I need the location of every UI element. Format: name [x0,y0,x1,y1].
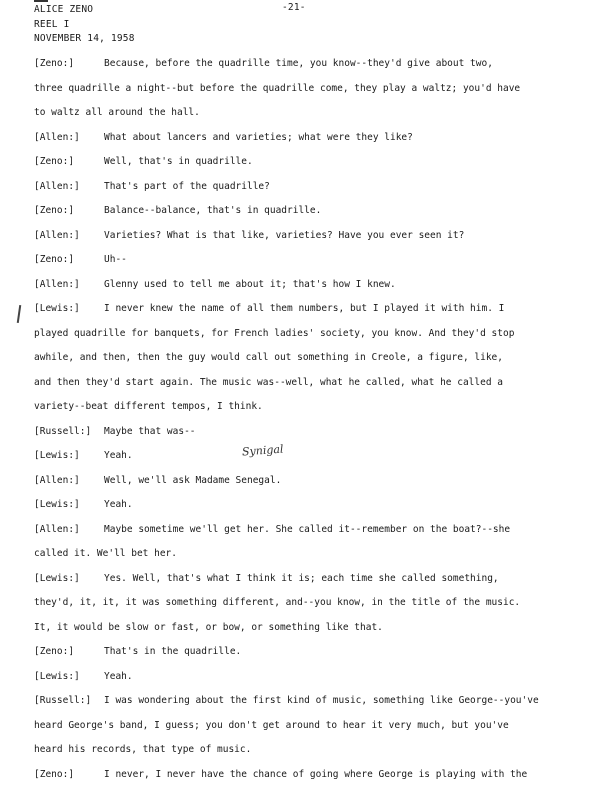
transcript-line: and then they'd start again. The music was--well, what he called, what he called a [34,376,503,388]
transcript-line: played quadrille for banquets, for French ladies' society, you know. And they'd stop [34,327,515,339]
transcript-line: Well, that's in quadrille. [104,156,253,167]
transcript-line: I was wondering about the first kind of music, something like George--you've [104,695,539,706]
transcript-line: called it. We'll bet her. [34,548,177,559]
speaker-label: [Russell:] [34,425,92,437]
speaker-label: [Russell:] [34,695,92,706]
transcript-line: What about lancers and varieties; what were they like? [104,131,413,143]
transcript-line: Uh-- [104,254,127,265]
speaker-label: [Lewis:] [34,303,80,314]
transcript-line: Yeah. [104,499,133,510]
transcript-line: Well, we'll ask Madame Senegal. [104,474,282,486]
reel-label: REEL I [34,19,70,30]
transcript-line: That's part of the quadrille? [104,180,270,192]
transcript-line: Yes. Well, that's what I think it is; each time she called something, [104,572,499,584]
transcript-line: three quadrille a night--but before the quadrille come, they play a waltz; you'd have [34,82,521,94]
transcript-line: I never knew the name of all them numbers, but I played it with him. I [104,303,505,314]
speaker-label: [Allen:] [34,278,80,290]
handwritten-annotation: Synigal [241,442,284,459]
transcript-line: heard his records, that type of music. [34,744,252,755]
transcript-line: Yeah. [104,670,133,682]
transcript-line: Maybe sometime we'll get her. She called it--remember on the boat?--she [104,523,511,535]
page-number: -21- [282,2,306,13]
transcript-line: to waltz all around the hall. [34,107,200,118]
speaker-label: [Lewis:] [34,572,80,584]
transcript-line: heard George's band, I guess; you don't get around to hear it very much, but you've [34,719,509,731]
speaker-label: [Zeno:] [34,768,75,780]
transcript-line: they'd, it, it, it was something different, and--you know, in the title of the music. [34,597,521,608]
speaker-label: [Zeno:] [34,58,75,69]
speaker-label: [Zeno:] [34,205,75,216]
transcript-line: Glenny used to tell me about it; that's how I knew. [104,278,396,290]
speaker-label: [Allen:] [34,229,80,241]
speaker-label: [Allen:] [34,180,80,192]
interviewee-name: ALICE ZENO [34,4,94,15]
speaker-label: [Lewis:] [34,450,80,461]
speaker-label: [Allen:] [34,131,80,143]
transcript-line: Varieties? What is that like, varieties? Have you ever seen it? [104,229,465,241]
speaker-label: [Zeno:] [34,156,75,167]
transcript-line: Because, before the quadrille time, you know--they'd give about two, [104,58,493,69]
transcript-line: Balance--balance, that's in quadrille. [104,205,322,216]
margin-pen-mark [17,305,21,323]
header-rule [34,0,48,2]
transcript-line: That's in the quadrille. [104,646,242,657]
speaker-label: [Zeno:] [34,646,75,657]
speaker-label: [Allen:] [34,523,80,535]
transcript-line: Maybe that was-- [104,425,196,437]
speaker-label: [Lewis:] [34,499,80,510]
speaker-label: [Allen:] [34,474,80,486]
transcript-line: It, it would be slow or fast, or bow, or something like that. [34,621,383,633]
transcript-line: Yeah. [104,450,133,461]
transcript-line: variety--beat different tempos, I think. [34,401,263,412]
speaker-label: [Zeno:] [34,254,75,265]
transcript-line: I never, I never have the chance of going where George is playing with the [104,768,528,780]
speaker-label: [Lewis:] [34,670,80,682]
interview-date: NOVEMBER 14, 1958 [34,33,135,44]
transcript-line: awhile, and then, then the guy would call out something in Creole, a figure, like, [34,352,503,363]
